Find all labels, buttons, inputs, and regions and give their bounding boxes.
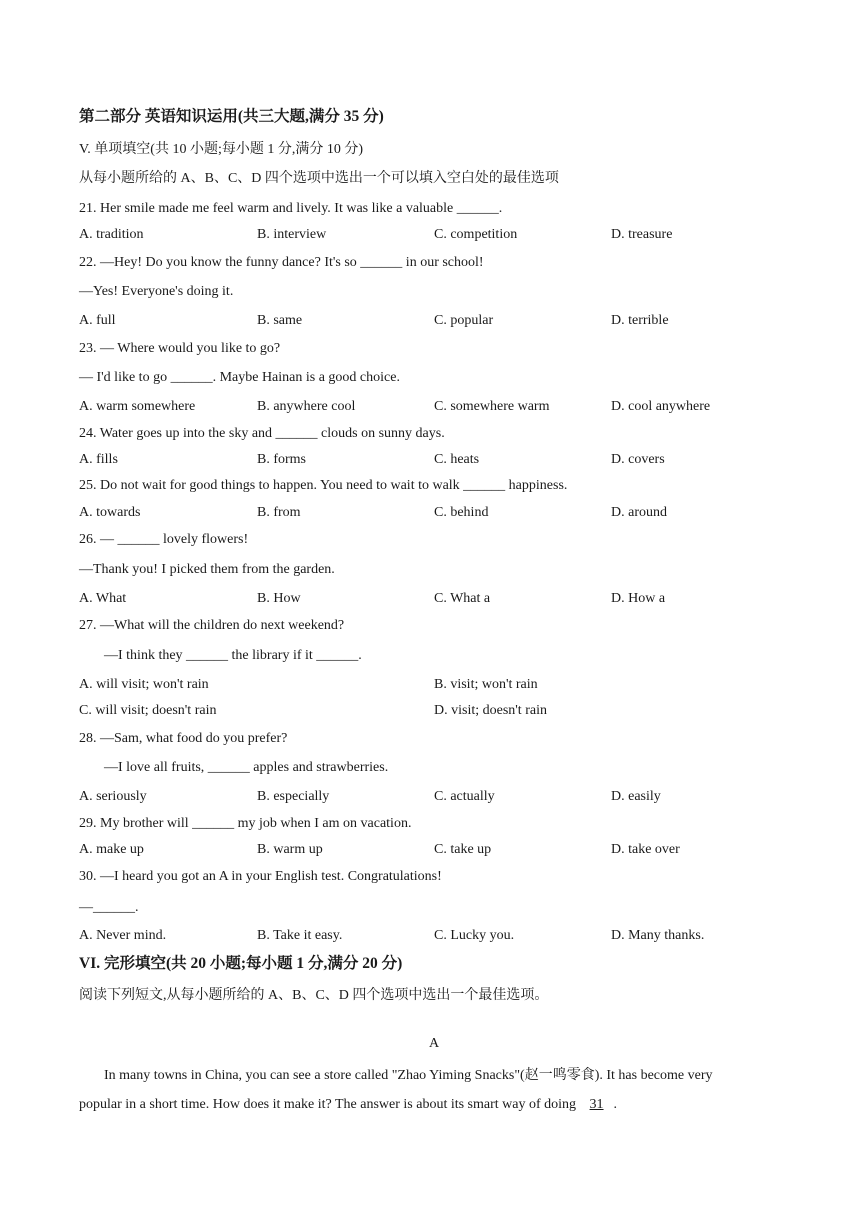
question-reply: — I'd like to go ______. Maybe Hainan is a good choice. — [79, 370, 400, 385]
question-reply: —I think they ______ the library if it ______. — [104, 648, 362, 663]
option-d: D. around — [611, 505, 667, 520]
option-b: B. Take it easy. — [257, 928, 343, 943]
option-b: B. forms — [257, 452, 306, 467]
option-c: C. Lucky you. — [434, 928, 515, 943]
option-a: A. will visit; won't rain — [79, 677, 209, 692]
option-d: D. cool anywhere — [611, 399, 711, 414]
question-stem: 30. —I heard you got an A in your English test. Congratulations! — [79, 869, 442, 884]
question-stem: 27. —What will the children do next weekend? — [79, 618, 345, 633]
option-a: A. seriously — [79, 789, 147, 804]
section-vi-title: VI. 完形填空(共 20 小题;每小题 1 分,满分 20 分) — [79, 955, 403, 972]
option-a: A. What — [79, 591, 127, 606]
question-stem: 28. —Sam, what food do you prefer? — [79, 731, 288, 746]
passage-label: A — [428, 1036, 440, 1051]
option-d: D. How a — [611, 591, 666, 606]
question-stem: 29. My brother will ______ my job when I am on vacation. — [79, 816, 412, 831]
passage-end: . — [613, 1097, 618, 1112]
question-reply: —Thank you! I picked them from the garden. — [79, 562, 335, 577]
option-a: A. Never mind. — [79, 928, 167, 943]
option-a: A. fills — [79, 452, 118, 467]
section-vi-instruction: 阅读下列短文,从每小题所给的 A、B、C、D 四个选项中选出一个最佳选项。 — [79, 988, 549, 1003]
question-reply: —Yes! Everyone's doing it. — [79, 284, 234, 299]
option-c: C. What a — [434, 591, 491, 606]
option-d: D. terrible — [611, 313, 669, 328]
section-v-title: V. 单项填空(共 10 小题;每小题 1 分,满分 10 分) — [79, 142, 364, 157]
part-title: 第二部分 英语知识运用(共三大题,满分 35 分) — [79, 108, 384, 125]
passage-line: In many towns in China, you can see a store called "Zhao Yiming Snacks"(赵一鸣零食). It has become very — [104, 1068, 713, 1083]
option-d: D. take over — [611, 842, 680, 857]
option-d: D. Many thanks. — [611, 928, 705, 943]
option-c: C. will visit; doesn't rain — [79, 703, 217, 718]
option-a: A. full — [79, 313, 116, 328]
option-b: B. anywhere cool — [257, 399, 356, 414]
option-a: A. tradition — [79, 227, 144, 242]
option-d: D. covers — [611, 452, 665, 467]
question-reply: —______. — [79, 900, 139, 915]
option-b: B. warm up — [257, 842, 323, 857]
option-b: B. same — [257, 313, 303, 328]
cloze-blank: 31 — [589, 1097, 604, 1112]
option-b: B. interview — [257, 227, 327, 242]
section-v-instruction: 从每小题所给的 A、B、C、D 四个选项中选出一个可以填入空白处的最佳选项 — [79, 171, 559, 186]
option-c: C. behind — [434, 505, 489, 520]
option-a: A. make up — [79, 842, 144, 857]
option-b: B. from — [257, 505, 301, 520]
question-stem: 23. — Where would you like to go? — [79, 341, 281, 356]
question-stem: 22. —Hey! Do you know the funny dance? It's so ______ in our school! — [79, 255, 484, 270]
option-d: D. visit; doesn't rain — [434, 703, 547, 718]
option-a: A. warm somewhere — [79, 399, 196, 414]
option-c: C. competition — [434, 227, 518, 242]
question-stem: 26. — ______ lovely flowers! — [79, 532, 249, 547]
passage-line — [79, 1096, 617, 1114]
option-d: D. easily — [611, 789, 661, 804]
option-b: B. How — [257, 591, 301, 606]
option-a: A. towards — [79, 505, 141, 520]
option-c: C. heats — [434, 452, 480, 467]
question-reply: —I love all fruits, ______ apples and strawberries. — [104, 760, 389, 775]
option-d: D. treasure — [611, 227, 673, 242]
option-c: C. somewhere warm — [434, 399, 550, 414]
question-stem: 21. Her smile made me feel warm and lively. It was like a valuable ______. — [79, 201, 503, 216]
option-c: C. popular — [434, 313, 494, 328]
option-c: C. actually — [434, 789, 495, 804]
option-c: C. take up — [434, 842, 492, 857]
question-stem: 24. Water goes up into the sky and ______ clouds on sunny days. — [79, 426, 445, 441]
option-b: B. visit; won't rain — [434, 677, 538, 692]
question-stem: 25. Do not wait for good things to happen. You need to wait to walk ______ happiness. — [79, 478, 568, 493]
passage-text: popular in a short time. How does it make it? The answer is about its smart way of doing — [79, 1097, 577, 1112]
option-b: B. especially — [257, 789, 330, 804]
